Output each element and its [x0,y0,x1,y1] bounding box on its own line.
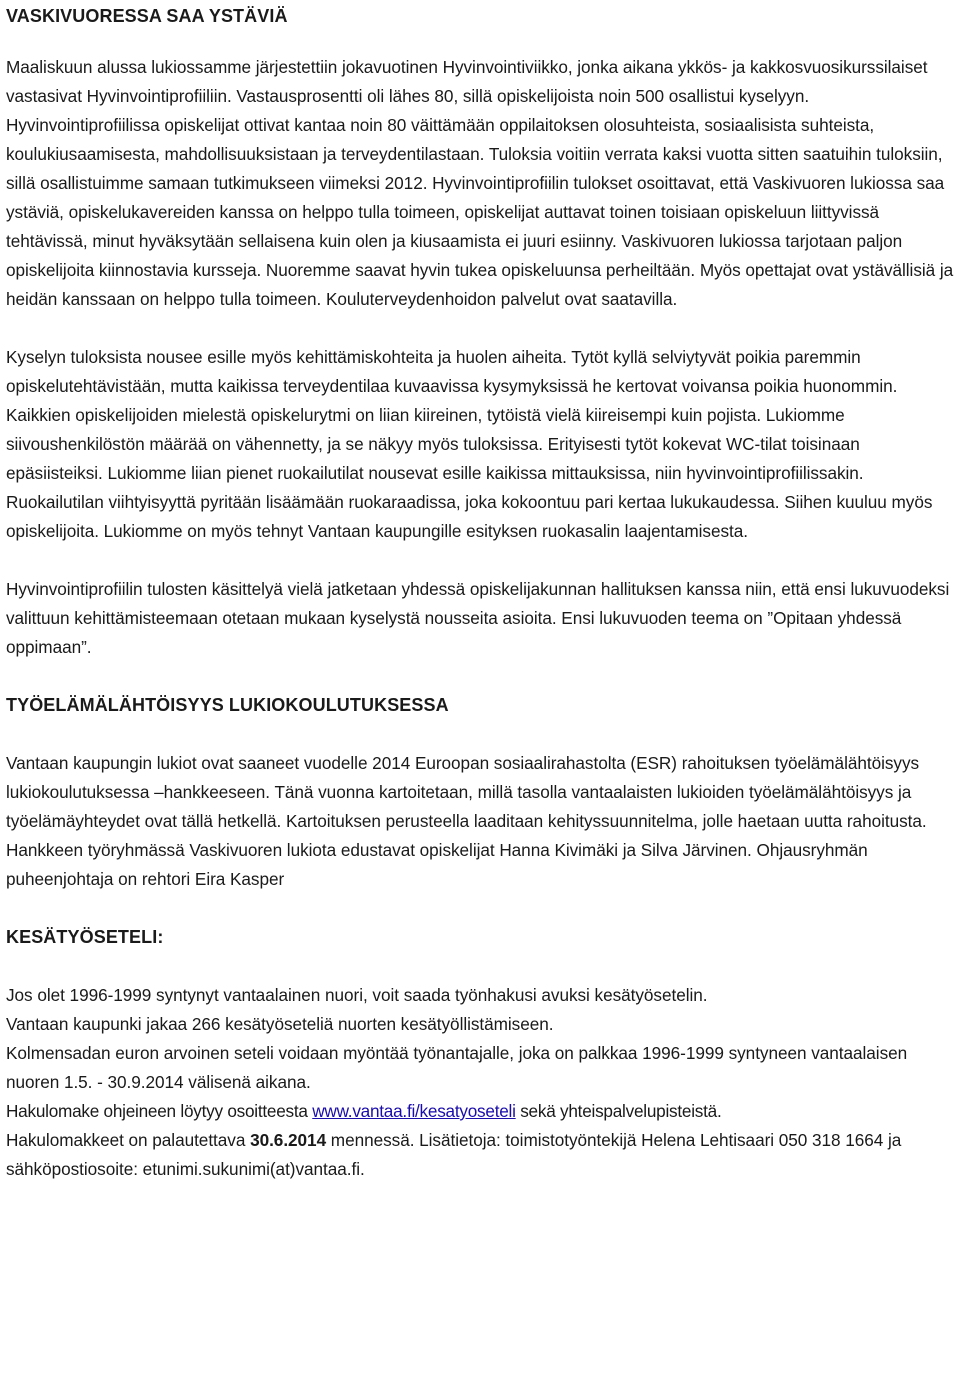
palautus-text: Hakulomakkeet on palautettava [6,1130,251,1150]
line-palautus [6,1126,954,1184]
palautus-suffix: mennessä. Lisätietoja: toimistotyöntekijä Helena Lehtisaari 050 318 1664 ja sähköpostiosoite: etunimi.sukunimi(at)vantaa.fi. [6,1130,902,1179]
spacer [6,720,954,749]
hakulomake-text: Hakulomake ohjeineen löytyy osoitteesta [6,1101,313,1121]
line-hakulomake [6,1097,954,1126]
line-jakaa: Vantaan kaupunki jakaa 266 kesätyöseteliä nuorten kesätyöllistämiseen. [6,1014,554,1034]
spacer [6,31,954,53]
heading-kesatyoseteli: KESÄTYÖSETELI: [6,927,164,947]
paragraph-hyvinvointiprofiili: Maaliskuun alussa lukiossamme järjestettiin jokavuotinen Hyvinvointiviikko, jonka aikana ykkös- ja kakkosvuosikurssilaiset vastasivat Hyvinvointiprofiiliin. Vastausprosentti oli lähes 80, sillä opiskelijoista noin 500 osallistui kyselyyn. Hyvinvointiprofiilissa opiskelijat ottivat kantaa noin 80 väittämään oppilaitoksen olosuhteista, sosiaalisista suhteista, koulukiusaamisesta, mahdollisuuksistaan ja terveydentilastaan. Tuloksia voitiin verrata kaksi vuotta sitten saatuihin tuloksiin, sillä osallistuimme samaan tutkimukseen viimeksi 2012. Hyvinvointiprofiilin tulokset osoittavat, että Vaskivuoren lukiossa saa ystäviä, opiskelukavereiden kanssa on helppo tulla toimeen, opiskelijat auttavat toinen toisiaan opiskeluun liittyvissä tehtävissä, minut hyväksytään sellaisena kuin olen ja kiusaamista ei juuri esiinny. Vaskivuoren lukiossa tarjotaan paljon opiskelijoita kiinnostavia kursseja. Nuoremme saavat hyvin tukea opiskeluunsa perheiltään. Myös opettajat ovat ystävällisiä ja heidän kanssaan on helppo tulla toimeen. Kouluterveydenhoidon palvelut ovat saatavilla. [6,57,954,309]
hakulomake-suffix: sekä yhteispalvelupisteistä. [515,1101,722,1121]
deadline-date: 30.6.2014 [250,1130,327,1150]
kesatyoseteli-link[interactable]: www.vantaa.fi/kesatyoseteli [312,1101,516,1121]
paragraph-esr-hanke: Vantaan kaupungin lukiot ovat saaneet vuodelle 2014 Euroopan sosiaalirahastolta (ESR) rahoituksen työelämälähtöisyys lukiokoulutuksessa –hankkeeseen. Tänä vuonna kartoitetaan, millä tasolla vantaalaisten lukioiden työelämälähtöisyys ja työelämäyhteydet ovat tällä hetkellä. Kartoituksen perusteella laaditaan kehityssuunnitelma, jolle haetaan uutta rahoitusta. Hankkeen työryhmässä Vaskivuoren lukiota edustavat opiskelijat Hanna Kivimäki ja Silva Järvinen. Ohjausryhmän puheenjohtaja on rehtori Eira Kasper [6,753,927,889]
spacer [6,546,954,575]
spacer [6,662,954,691]
paragraph-kehittamiskohteet: Kyselyn tuloksista nousee esille myös kehittämiskohteita ja huolen aiheita. Tytöt kyllä selviytyvät poikia paremmin opiskelutehtävistään, mutta kaikissa terveydentilaa kuvaavissa kysymyksissä he kertovat voivansa poikia huonommin. Kaikkien opiskelijoiden mielestä opiskelurytmi on liian kiireinen, tytöistä vielä kiireisempi kuin pojista. Lukiomme siivoushenkilöstön määrää on vähennetty, ja se näkyy myös tuloksissa. Erityisesti tytöt kokevat WC-tilat toisinaan epäsiisteiksi. Lukiomme liian pienet ruokailutilat nousevat esille kaikissa mittauksissa, niin hyvinvointiprofiilissakin. Ruokailutilan viihtyisyyttä pyritään lisäämään ruokaraadissa, joka kokoontuu pari kertaa lukukaudessa. Siihen kuuluu myös opiskelijoita. Lukiomme on myös tehnyt Vantaan kaupungille esityksen ruokasalin laajentamisesta. [6,347,933,541]
spacer [6,952,954,981]
heading-tyoelamalahtoisyys: TYÖELÄMÄLÄHTÖISYYS LUKIOKOULUTUKSESSA [6,695,449,715]
line-seteli-arvo: Kolmensadan euron arvoinen seteli voidaan myöntää työnantajalle, joka on palkkaa 1996-1999 syntyneen vantaalaisen nuoren 1.5. - 30.9.2014 välisenä aikana. [6,1043,908,1092]
heading-vaskivuoressa: VASKIVUORESSA SAA YSTÄVIÄ [6,6,288,26]
spacer [6,894,954,923]
line-syntyneet: Jos olet 1996-1999 syntynyt vantaalainen nuori, voit saada työnhakusi avuksi kesätyösetelin. [6,985,708,1005]
paragraph-jatkokasittely: Hyvinvointiprofiilin tulosten käsittelyä vielä jatketaan yhdessä opiskelijakunnan hallituksen kanssa niin, että ensi lukuvuodeksi valittuun kehittämisteemaan otetaan mukaan kyselystä nousseita asioita. Ensi lukuvuoden teema on ”Opitaan yhdessä oppimaan”. [6,579,950,657]
spacer [6,314,954,343]
